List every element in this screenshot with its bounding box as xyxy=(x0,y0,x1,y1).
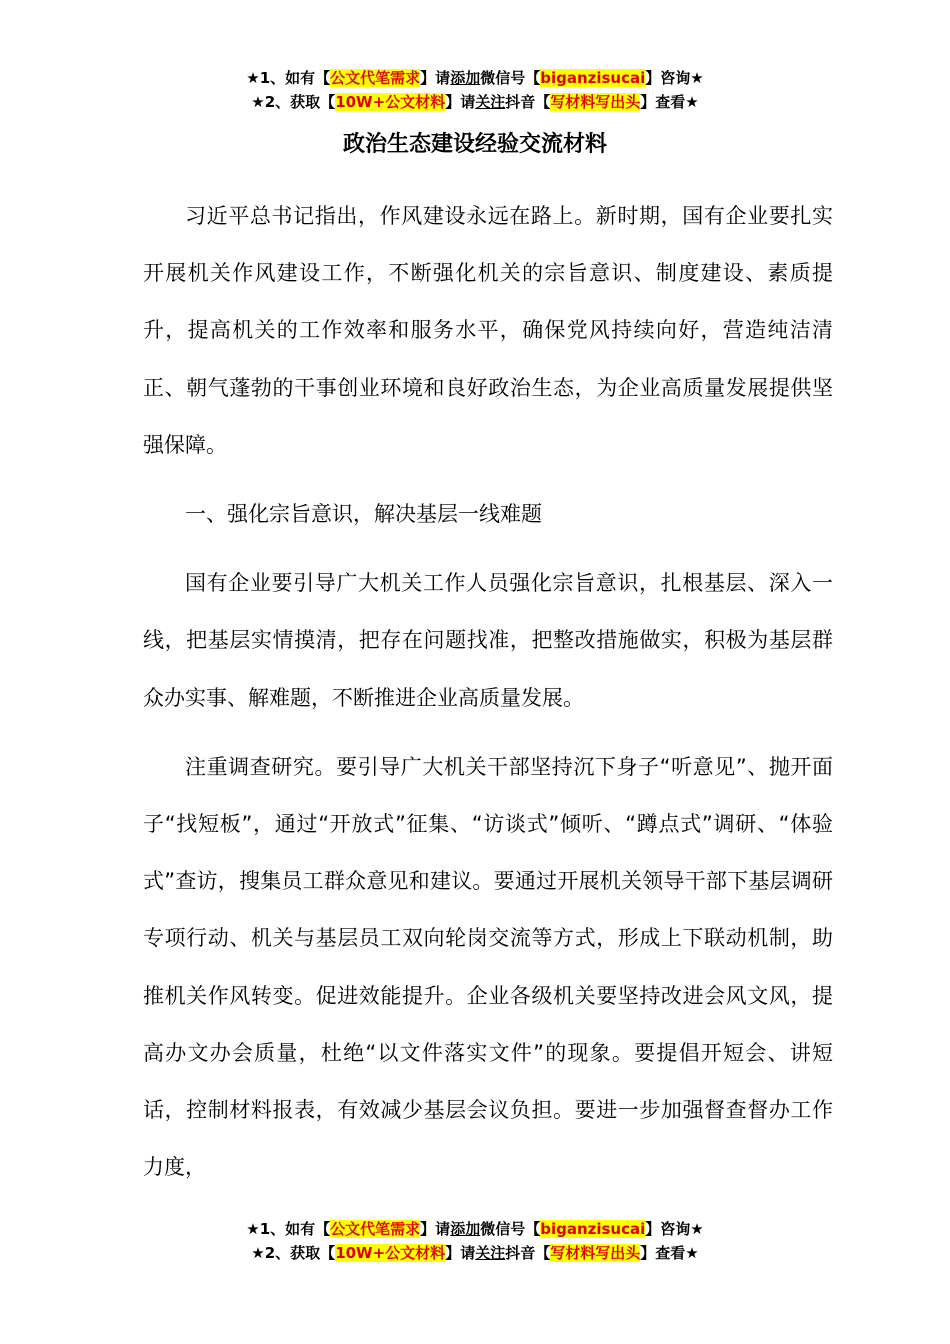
banner-line-1 xyxy=(0,66,950,90)
banner-text: 】咨询★ xyxy=(645,69,704,87)
banner-text: 】查看★ xyxy=(640,1244,699,1262)
banner-underline: 添加 xyxy=(450,69,481,87)
banner-text: 微信号【 xyxy=(480,1220,541,1238)
banner-text: ★2、获取【 xyxy=(251,93,336,111)
banner-text: 抖音【 xyxy=(505,1244,551,1262)
banner-highlight: 公文代笔需求 xyxy=(330,69,421,87)
banner-underline: 关注 xyxy=(475,1244,506,1262)
banner-underline: 添加 xyxy=(450,1220,481,1238)
footer-banner xyxy=(0,1217,950,1265)
banner-text: ★1、如有【 xyxy=(246,69,331,87)
banner-highlight: 写材料写出头 xyxy=(550,1244,641,1262)
paragraph-intro: 习近平总书记指出，作风建设永远在路上。新时期，国有企业要扎实开展机关作风建设工作，不断强化机关的宗旨意识、制度建设、素质提升，提高机关的工作效率和服务水平，确保党风持续向好，营造纯洁清正、朝气蓬勃的干事创业环境和良好政治生态，为企业高质量发展提供坚强保障。 xyxy=(143,204,833,457)
banner-highlight: biganzisucai xyxy=(540,1220,646,1238)
banner-text: ★2、获取【 xyxy=(251,1244,336,1262)
banner-text: 】请 xyxy=(445,1244,476,1262)
banner-highlight: 10W+公文材料 xyxy=(335,93,446,111)
paragraph: 国有企业要引导广大机关工作人员强化宗旨意识，扎根基层、深入一线，把基层实情摸清，把存在问题找准，把整改措施做实，积极为基层群众办实事、解难题，不断推进企业高质量发展。 xyxy=(143,571,833,710)
document-title: 政治生态建设经验交流材料 xyxy=(342,132,607,157)
banner-text: 】请 xyxy=(420,69,451,87)
banner-line-1 xyxy=(0,1217,950,1241)
banner-highlight: 10W+公文材料 xyxy=(335,1244,446,1262)
banner-highlight: 写材料写出头 xyxy=(550,93,641,111)
banner-line-2 xyxy=(0,90,950,114)
banner-text: 】请 xyxy=(420,1220,451,1238)
banner-highlight: biganzisucai xyxy=(540,69,646,87)
paragraph: 注重调查研究。要引导广大机关干部坚持沉下身子“听意见”、抛开面子“找短板”，通过“开放式”征集、“访谈式”倾听、“蹲点式”调研、“体验式”查访，搜集员工群众意见和建议。要通过开展机关领导干部下基层调研专项行动、机关与基层员工双向轮岗交流等方式，形成上下联动机制，助推机关作风转变。促进效能提升。企业各级机关要坚持改进会风文风，提高办文办会质量，杜绝“以文件落实文件”的现象。要提倡开短会、讲短话，控制材料报表，有效减少基层会议负担。要进一步加强督查督办工作力度， xyxy=(143,754,833,1180)
banner-text: ★1、如有【 xyxy=(246,1220,331,1238)
banner-text: 】请 xyxy=(445,93,476,111)
document-body xyxy=(143,188,833,1208)
banner-text: 】查看★ xyxy=(640,93,699,111)
header-banner xyxy=(0,66,950,114)
banner-text: 】咨询★ xyxy=(645,1220,704,1238)
banner-text: 微信号【 xyxy=(480,69,541,87)
section-heading: 一、强化宗旨意识，解决基层一线难题 xyxy=(185,502,542,527)
banner-text: 抖音【 xyxy=(505,93,551,111)
banner-underline: 关注 xyxy=(475,93,506,111)
banner-highlight: 公文代笔需求 xyxy=(330,1220,421,1238)
banner-line-2 xyxy=(0,1241,950,1265)
